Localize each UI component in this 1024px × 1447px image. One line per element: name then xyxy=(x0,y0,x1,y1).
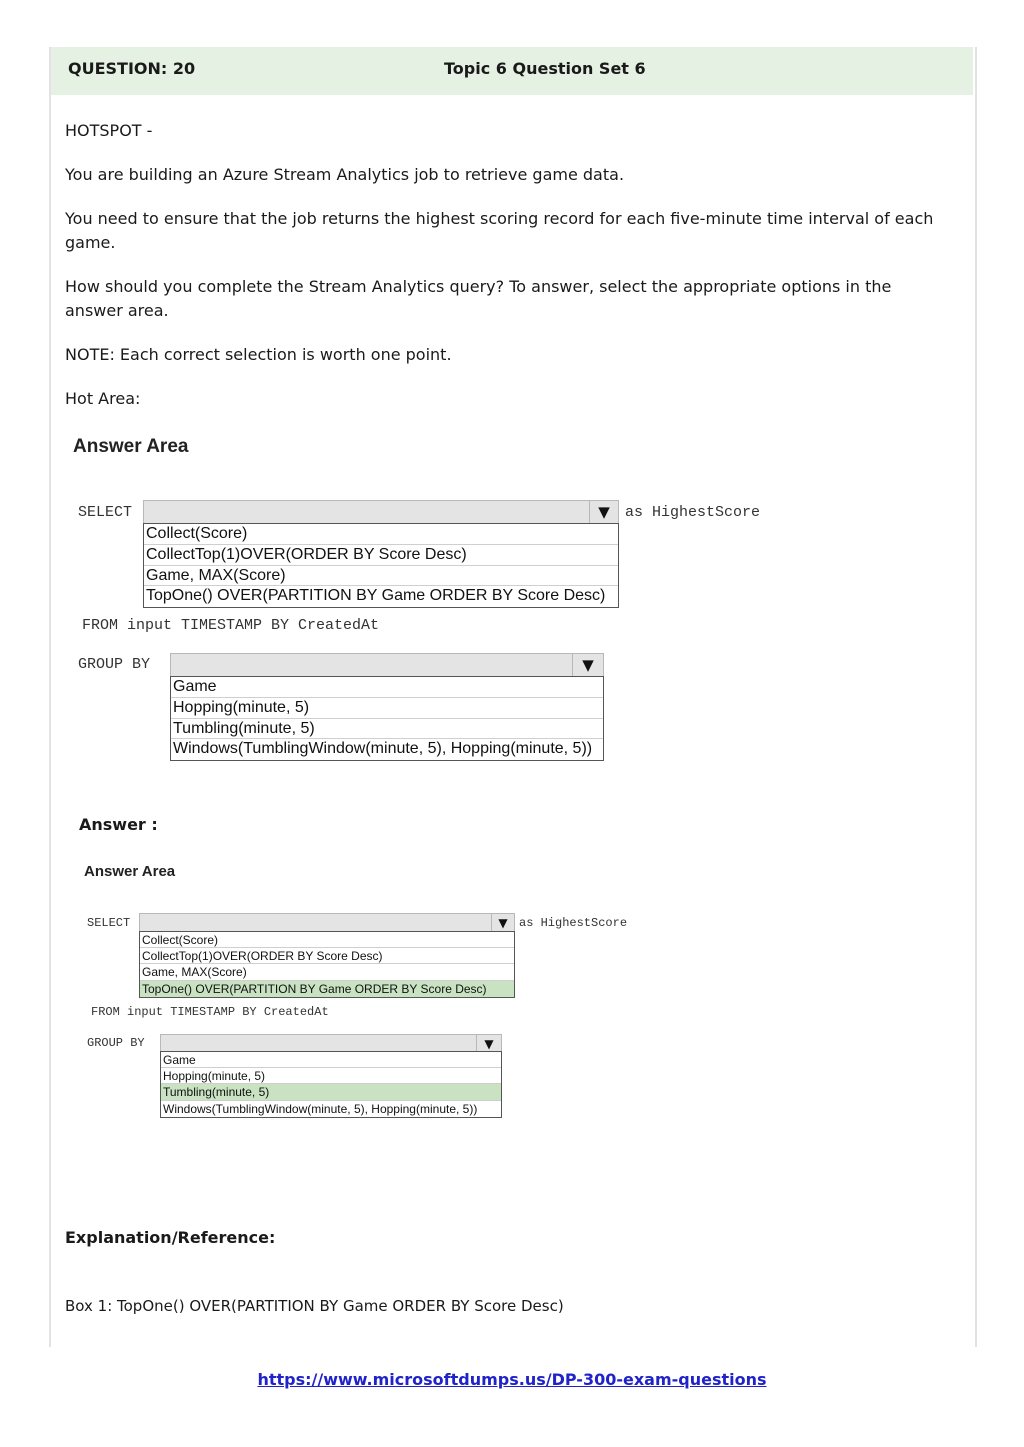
answer-group-by-option: Hopping(minute, 5) xyxy=(161,1068,501,1084)
answer-select-option-selected: TopOne() OVER(PARTITION BY Game ORDER BY Score Desc) xyxy=(140,981,514,997)
footer xyxy=(0,1370,1024,1389)
group-by-option[interactable]: Windows(TumblingWindow(minute, 5), Hopping(minute, 5)) xyxy=(173,740,593,758)
group-by-dropdown[interactable] xyxy=(170,653,604,677)
select-option[interactable]: CollectTop(1)OVER(ORDER BY Score Desc) xyxy=(144,545,618,566)
select-option[interactable]: Game, MAX(Score) xyxy=(144,566,618,587)
answer-select-options-list xyxy=(139,931,515,998)
explanation-box1: Box 1: TopOne() OVER(PARTITION BY Game ORDER BY Score Desc) xyxy=(65,1297,564,1315)
select-option[interactable]: Collect(Score) xyxy=(144,524,618,545)
as-keyword: as HighestScore xyxy=(519,916,628,930)
group-by-option[interactable]: Game xyxy=(171,677,603,698)
from-clause: FROM input TIMESTAMP BY CreatedAt xyxy=(91,1005,329,1019)
select-keyword: SELECT xyxy=(87,916,131,930)
footer-link[interactable]: https://www.microsoftdumps.us/DP-300-exam-questions xyxy=(257,1370,767,1389)
answer-select-option: Collect(Score) xyxy=(140,932,514,948)
question-paragraph-2: You need to ensure that the job returns the highest scoring record for each five-minute time interval of each game. xyxy=(65,209,934,252)
answer-group-by-option: Windows(TumblingWindow(minute, 5), Hopping(minute, 5)) xyxy=(163,1101,478,1116)
select-dropdown[interactable] xyxy=(143,500,619,524)
answer-select-option: CollectTop(1)OVER(ORDER BY Score Desc) xyxy=(140,948,514,964)
question-number: QUESTION: 20 xyxy=(68,59,196,78)
group-by-keyword: GROUP BY xyxy=(87,1036,145,1050)
select-option[interactable]: TopOne() OVER(PARTITION BY Game ORDER BY Score Desc) xyxy=(146,587,606,605)
dropdown-arrow-icon: ▼ xyxy=(491,914,514,931)
explanation-heading: Explanation/Reference: xyxy=(65,1228,276,1247)
group-by-options-list xyxy=(170,676,604,761)
group-by-keyword: GROUP BY xyxy=(78,656,151,673)
answer-label: Answer : xyxy=(79,815,158,834)
dropdown-arrow-icon[interactable]: ▼ xyxy=(589,501,618,523)
answer-group-by-option: Game xyxy=(161,1052,501,1068)
question-topic: Topic 6 Question Set 6 xyxy=(444,59,646,78)
group-by-option[interactable]: Hopping(minute, 5) xyxy=(171,698,603,719)
hot-area-title: Answer Area xyxy=(73,436,189,457)
dropdown-arrow-icon: ▼ xyxy=(476,1035,501,1052)
hot-area-label: Hot Area: xyxy=(65,389,141,408)
answer-group-by-options-list xyxy=(160,1051,502,1118)
question-paragraph-3: How should you complete the Stream Analytics query? To answer, select the appropriate options in the answer area. xyxy=(65,277,892,320)
answer-select-option: Game, MAX(Score) xyxy=(140,964,514,980)
answer-select-dropdown xyxy=(139,913,515,932)
as-keyword: as HighestScore xyxy=(625,504,761,521)
question-paragraph-1: You are building an Azure Stream Analytics job to retrieve game data. xyxy=(65,165,625,184)
answer-area-title: Answer Area xyxy=(84,863,176,880)
select-keyword: SELECT xyxy=(78,504,133,521)
group-by-option[interactable]: Tumbling(minute, 5) xyxy=(171,719,603,740)
dropdown-arrow-icon[interactable]: ▼ xyxy=(572,654,603,676)
question-type: HOTSPOT - xyxy=(65,121,153,140)
answer-group-by-option-selected: Tumbling(minute, 5) xyxy=(161,1084,501,1100)
from-clause: FROM input TIMESTAMP BY CreatedAt xyxy=(82,617,380,634)
select-options-list xyxy=(143,523,619,608)
question-note: NOTE: Each correct selection is worth one point. xyxy=(65,345,452,364)
